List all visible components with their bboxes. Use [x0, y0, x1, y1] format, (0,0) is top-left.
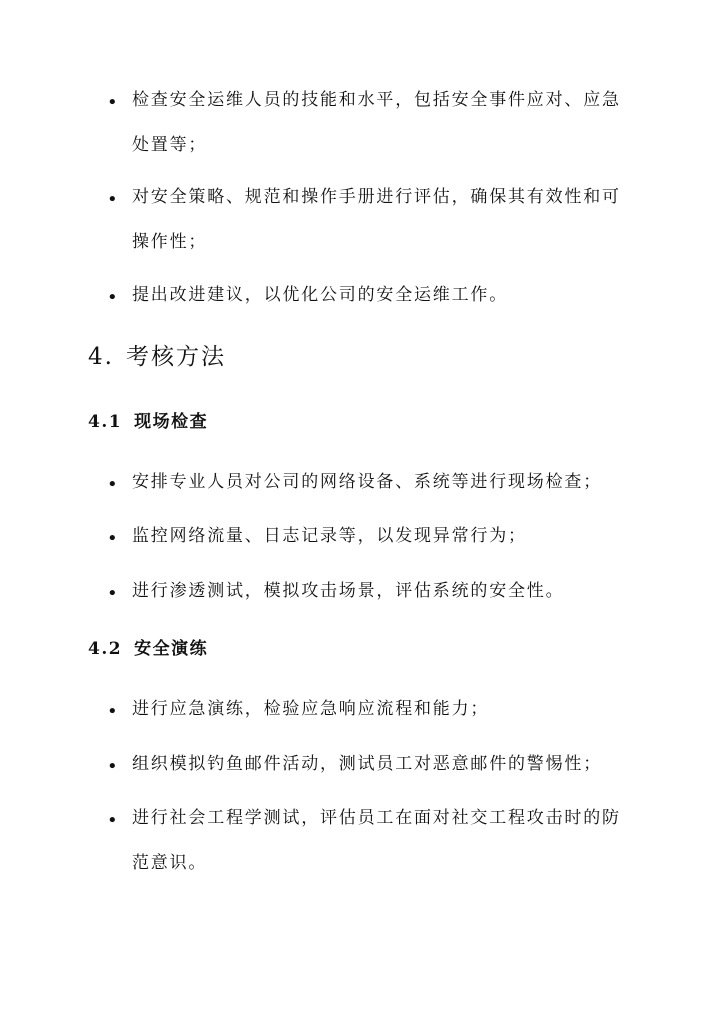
list-item-text: 安排专业人员对公司的网络设备、系统等进行现场检查； [132, 472, 602, 492]
subsection-number: 4.2 [88, 639, 123, 659]
list-item-text: 对安全策略、规范和操作手册进行评估，确保其有效性和可 [132, 187, 621, 207]
section-title: 考核方法 [125, 344, 226, 370]
subsection-number: 4.1 [88, 412, 123, 432]
list-item-text: 进行应急演练，检验应急响应流程和能力； [132, 699, 490, 719]
section-number: 4. [88, 344, 114, 370]
list-item-text: 范意识。 [132, 853, 208, 873]
list-item-text: 组织模拟钓鱼邮件活动，测试员工对恶意邮件的警惕性； [132, 754, 602, 774]
bullet-icon: • [107, 287, 118, 308]
list-item-text: 提出改进建议，以优化公司的安全运维工作。 [132, 285, 508, 305]
list-item-text: 检查安全运维人员的技能和水平，包括安全事件应对、应急 [132, 90, 621, 110]
list-item-text: 操作性； [132, 232, 208, 252]
list-item-text: 监控网络流量、日志记录等，以发现异常行为； [132, 526, 527, 546]
list-item-text: 处置等； [132, 135, 208, 155]
list-item-text: 进行渗透测试，模拟攻击场景，评估系统的安全性。 [132, 581, 565, 601]
bullet-icon: • [107, 756, 118, 777]
bullet-icon: • [107, 92, 118, 113]
subsection-heading [88, 414, 208, 431]
bullet-icon: • [107, 474, 118, 495]
bullet-icon: • [107, 189, 118, 210]
subsection-title: 安全演练 [134, 639, 209, 659]
bullet-icon: • [107, 701, 118, 722]
bullet-icon: • [107, 810, 118, 831]
subsection-title: 现场检查 [134, 412, 209, 432]
bullet-icon: • [107, 583, 118, 604]
bullet-icon: • [107, 528, 118, 549]
list-item-text: 进行社会工程学测试，评估员工在面对社交工程攻击时的防 [132, 808, 621, 828]
subsection-heading [88, 641, 208, 658]
section-heading [88, 346, 226, 369]
